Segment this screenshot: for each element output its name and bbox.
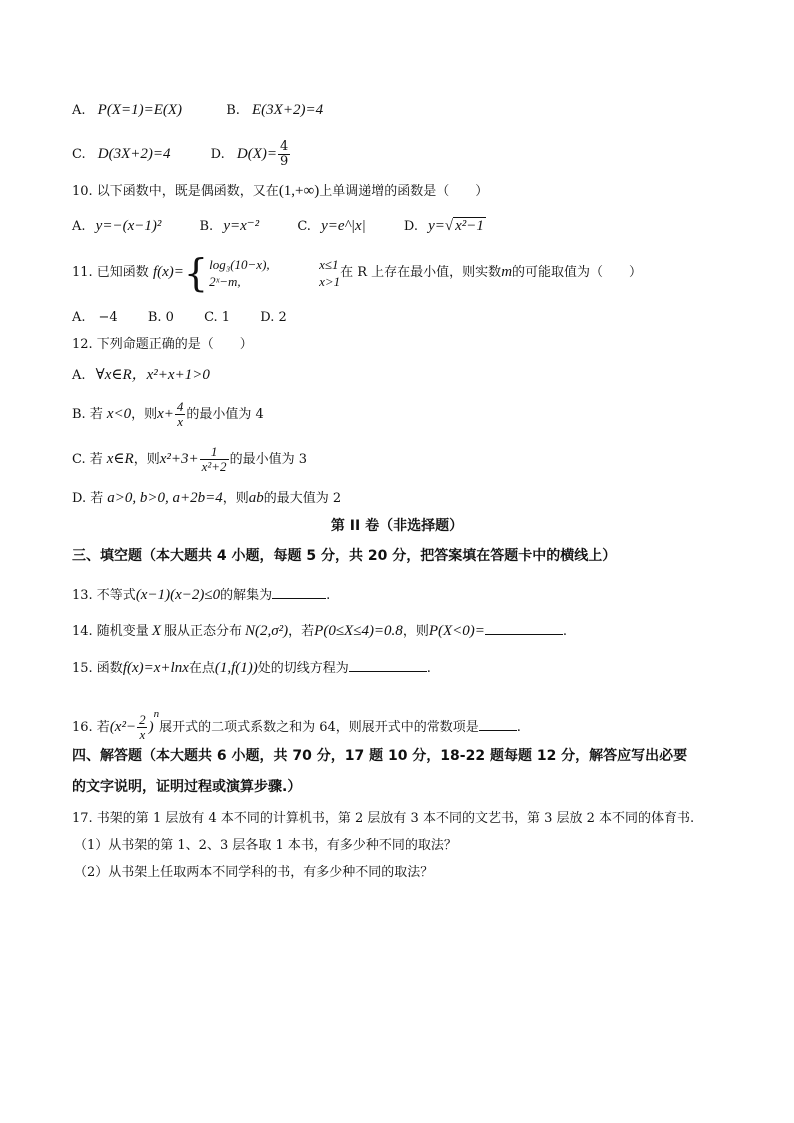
variable: X [151,623,161,639]
option-text: B. 若 [72,407,103,422]
question-text: 处的切线方程为 [257,661,349,676]
option-label: D. [210,147,225,162]
option-label: A. [72,103,86,118]
option-expression: ∀x∈R，x²+x+1>0 [95,367,210,383]
q17-part1: （1）从书架的第 1、2、3 层各取 1 本书，有多少种不同的取法？ [74,838,457,853]
q11-option-c: C. 1 [204,310,231,325]
option-text: 的最小值为 3 [229,452,307,467]
piecewise-cases [209,256,340,290]
question-text: 15. 函数 [72,661,123,676]
q10-option-b [199,217,259,236]
brace-symbol: { [183,250,209,295]
answer-blank[interactable] [485,621,563,635]
question-text: ，若 [288,624,315,639]
question-text: . [326,588,331,603]
question-text: 在点 [188,661,215,676]
answer-blank[interactable] [272,585,326,599]
q9-option-b [226,101,323,120]
exponent: n [153,708,160,720]
option-expression: y= [428,218,445,234]
question-text: 在 R 上存在最小值，则实数 [340,265,502,280]
q11-option-d: D. 2 [260,310,287,325]
q9-option-d [211,140,292,169]
fraction-denominator: x²+2 [201,459,227,474]
q16 [72,696,521,746]
q10-options [72,217,486,236]
condition: x<0 [106,406,132,422]
expression: N(2,σ²) [245,623,289,639]
fraction-denominator: 9 [279,154,289,169]
question-text: 11. 已知函数 [72,265,149,280]
fraction [175,400,186,429]
option-expression: y=x⁻² [223,218,260,234]
question-text: 10. 以下函数中，既是偶函数，又在 [72,184,279,199]
option-expression: y=e^|x| [321,218,366,234]
expression: (1,f(1)) [214,660,258,676]
condition: x∈R [106,451,134,467]
q13 [72,585,330,605]
section3-title: 三、填空题（本大题共 4 小题，每题 5 分，共 20 分，把答案填在答题卡中的横线上） [72,548,617,564]
option-text: 的最大值为 2 [263,491,342,506]
q15 [72,658,431,678]
part2-title: 第 II 卷（非选择题） [330,518,464,534]
option-expression: y=−(x−1)² [95,218,162,234]
q10-option-d [404,217,486,236]
option-label: C. [297,219,311,234]
case-row-2 [209,273,340,290]
expression: (x−1)(x−2)≤0 [135,587,221,603]
expression: P(X<0)= [428,623,485,639]
fraction [278,140,290,169]
square-root: √ x²−1 [444,218,484,234]
question-text: 13. 不等式 [72,588,136,603]
expression: ab [248,490,264,506]
answer-blank[interactable] [349,658,427,672]
option-text: C. 若 [72,452,103,467]
question-text: 16. 若 [72,720,110,735]
q12-option-c [72,442,307,477]
q9-options-row1 [72,101,323,120]
fraction-numerator: 2 [139,712,146,727]
radicand: x²−1 [455,218,484,234]
q12-option-a [72,366,210,385]
interval: (1,+∞) [278,183,320,199]
option-text: D. 若 [72,491,104,506]
case-expression: log₃(10−x), [209,256,270,272]
option-text: ，则 [131,407,158,422]
q17-part2: （2）从书架上任取两本不同学科的书，有多少种不同的取法？ [74,865,434,880]
option-text: 的最小值为 4 [186,407,264,422]
question-text: 展开式的二项式系数之和为 64，则展开式中的常数项是 [159,720,479,735]
option-label: A. [72,219,86,234]
q10-option-c [297,217,365,236]
fraction-denominator: x [177,414,184,429]
fraction-numerator: 4 [176,399,184,414]
option-label: B. [199,219,214,234]
option-label: D. [403,219,418,234]
option-expression: E(3X+2)=4 [252,102,324,118]
function-name: f(x)= [152,264,184,280]
question-text: ，则 [402,624,429,639]
option-expression: D(3X+2)=4 [97,146,171,162]
option-label: A. [72,368,86,383]
question-text: 的可能取值为（ ） [512,265,643,280]
option-label: B. [226,103,240,118]
q9-option-a [72,101,182,120]
case-row-1 [209,256,340,273]
fraction-numerator: 1 [210,444,218,459]
q12-option-b [72,399,264,430]
question-text: 的解集为 [220,588,273,603]
expression: (x²− [109,719,137,735]
q11-stem [72,252,642,293]
case-expression: 2ˣ−m, [209,273,241,289]
variable: m [501,264,513,280]
expression: x+ [157,406,174,422]
question-text: . [562,624,568,639]
question-text: . [426,661,431,676]
q10-stem [72,182,488,201]
q14 [72,621,567,641]
fraction-numerator: 4 [279,139,289,154]
option-text: ，则 [222,491,249,506]
q11-options [72,309,287,327]
option-text: ，则 [133,452,160,467]
section4-title-line1: 四、解答题（本大题共 6 小题，共 70 分，17 题 10 分，18-22 题每题 12 分，解答应写出必要 [72,748,688,764]
option-expression: D(X)= [236,146,277,162]
q10-option-a [72,217,161,236]
option-expression: P(X=1)=E(X) [97,102,183,118]
q12-option-d [72,489,341,508]
fraction [137,713,148,742]
q9-options-row2 [72,140,291,169]
fraction-denominator: x [139,727,146,742]
expression: x²+3+ [159,451,199,467]
q11-option-b: B. 0 [147,310,174,325]
question-text: 上单调递增的函数是（ ） [319,184,489,199]
question-text: 服从正态分布 [163,624,242,639]
section4-title-line2: 的文字说明，证明过程或演算步骤.） [72,779,302,795]
q17-stem: 17. 书架的第 1 层放有 4 本不同的计算机书，第 2 层放有 3 本不同的文艺书，第 3 层放 2 本不同的体育书. [72,811,695,826]
fraction [200,445,229,474]
condition: a>0, b>0, a+2b=4 [107,490,223,506]
expression: P(0≤X≤4)=0.8 [314,623,403,639]
case-condition: x>1 [319,273,341,289]
q11-option-a: A. −4 [72,310,118,325]
option-label: C. [72,147,86,162]
question-text: . [516,720,521,735]
q9-option-c [72,145,171,164]
answer-blank[interactable] [479,717,517,731]
expression: ) [148,719,154,735]
expression: f(x)=x+lnx [122,660,189,676]
question-text: 14. 随机变量 [72,624,149,639]
q12-stem: 12. 下列命题正确的是（ ） [72,337,253,352]
case-condition: x≤1 [319,256,339,272]
